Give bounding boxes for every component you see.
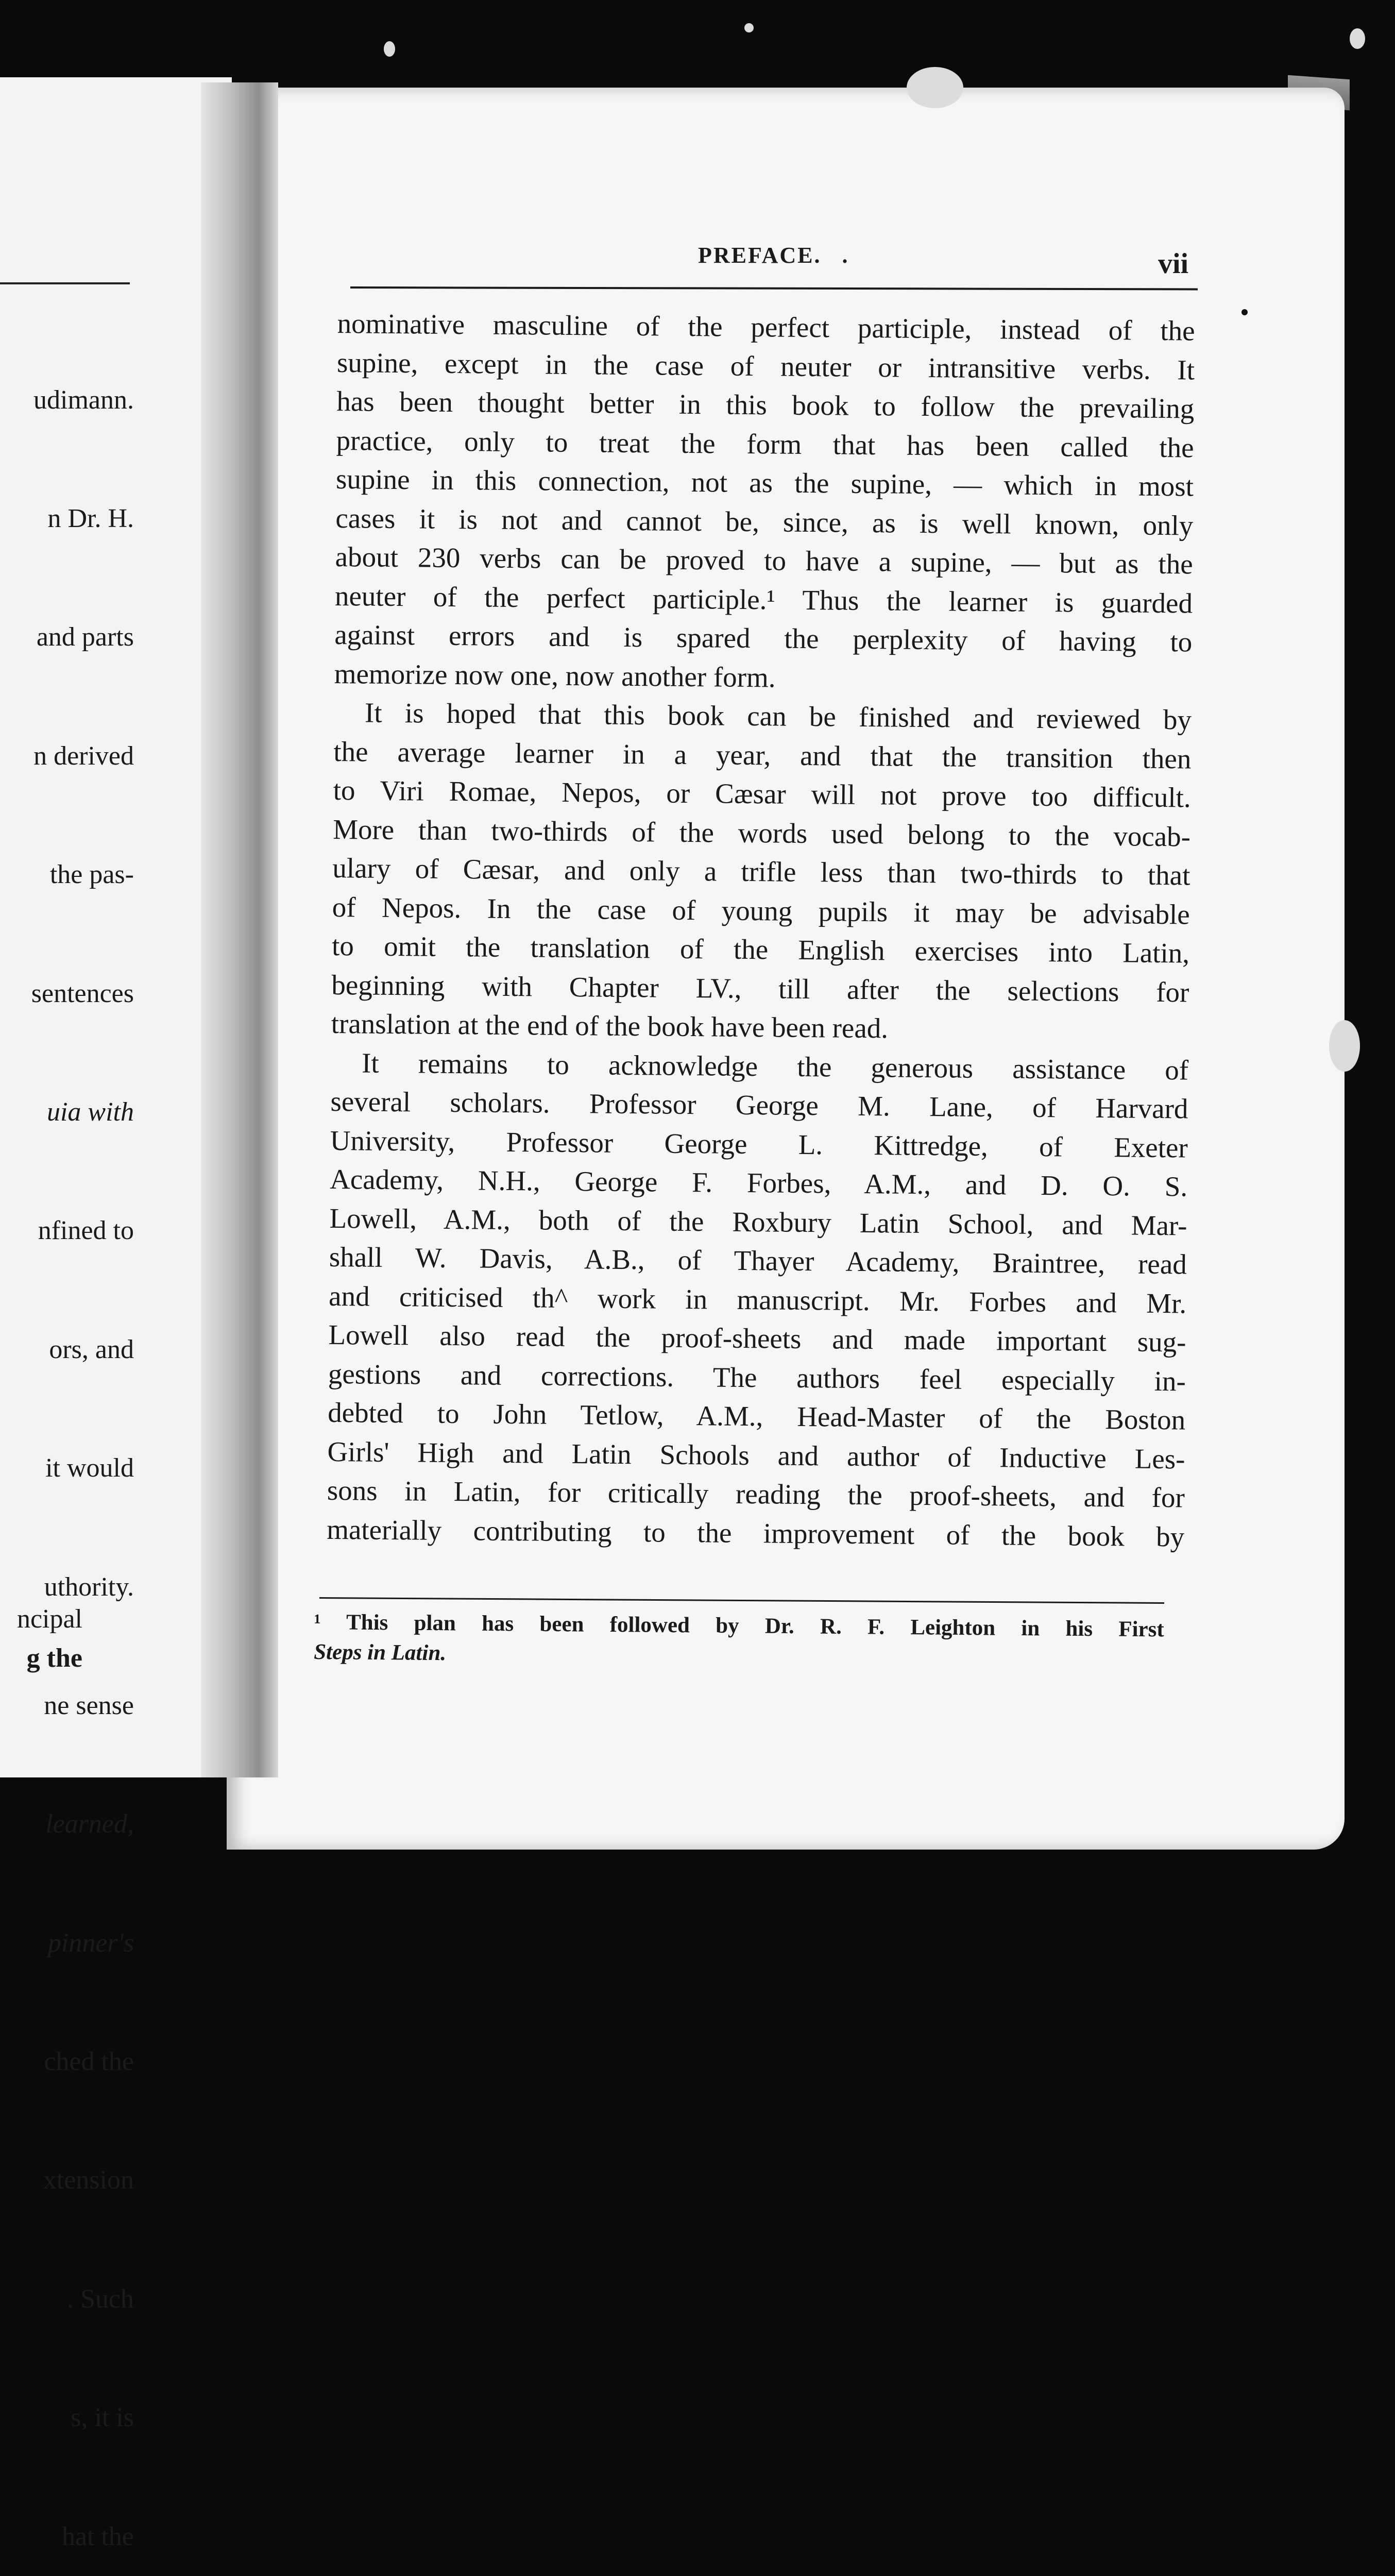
body-line: memorize now one, now another form. xyxy=(334,657,776,693)
body-line: More than two-thirds of the words used belong to the vocab- xyxy=(332,813,1191,852)
body-line: neuter of the perfect participle.¹ Thus the learner is guarded xyxy=(334,580,1193,619)
running-head-title: PREFACE. xyxy=(698,243,822,268)
left-line: uia with xyxy=(46,1097,134,1127)
body-line: It is hoped that this book can be finished and reviewed by xyxy=(364,697,1192,736)
body-line: to omit the translation of the English exercises into Latin, xyxy=(331,929,1190,969)
body-line: materially contributing to the improvement of the book by xyxy=(326,1513,1185,1552)
body-line: cases it is not and cannot be, since, as is well known, only xyxy=(335,502,1194,541)
body-line: Girls' High and Latin Schools and author of Inductive Les- xyxy=(327,1435,1185,1475)
running-head xyxy=(698,242,849,268)
left-line: ors, and xyxy=(49,1334,134,1364)
running-head-dot: . xyxy=(842,243,849,268)
body-line: to Viri Romae, Nepos, or Cæsar will not prove too difficult. xyxy=(333,774,1191,814)
body-line: Academy, N.H., George F. Forbes, A.M., and D. O. S. xyxy=(329,1163,1188,1202)
left-page-text xyxy=(0,301,134,2576)
body-line: gestions and corrections. The authors feel especially in- xyxy=(328,1358,1186,1397)
body-line: and criticised th^ work in manuscript. Mr. Forbes and Mr. xyxy=(328,1280,1187,1319)
body-line: nominative masculine of the perfect participle, instead of the xyxy=(337,307,1195,347)
book-gutter xyxy=(201,82,278,1777)
left-line: pinner's xyxy=(47,1928,134,1958)
body-line: translation at the end of the book have been read. xyxy=(331,1007,889,1044)
body-line: Lowell, A.M., both of the Roxbury Latin School, and Mar- xyxy=(329,1202,1187,1241)
left-line: uthority. xyxy=(44,1572,134,1602)
left-line: ncipal xyxy=(16,1604,82,1634)
left-line: and parts xyxy=(36,622,134,652)
body-line: shall W. Davis, A.B., of Thayer Academy, Braintree, read xyxy=(329,1241,1187,1280)
body-line: against errors and is spared the perplexity of having to xyxy=(334,618,1193,658)
body-line: It remains to acknowledge the generous assistance of xyxy=(361,1046,1189,1086)
body-line: sons in Latin, for critically reading the proof-sheets, and for xyxy=(327,1474,1185,1514)
left-line: . Such xyxy=(67,2284,134,2314)
left-line: hat the xyxy=(61,2521,134,2551)
body-line: several scholars. Professor George M. Lane, of Harvard xyxy=(330,1085,1188,1125)
left-line: ched the xyxy=(44,2047,134,2077)
body-line: ulary of Cæsar, and only a trifle less than two-thirds to that xyxy=(332,852,1190,891)
preface-body xyxy=(327,304,1195,1556)
left-line: nfined to xyxy=(38,1216,134,1246)
left-page-bottom-text xyxy=(0,1600,82,1678)
body-line: University, Professor George L. Kittredge, of Exeter xyxy=(330,1124,1188,1163)
footnote xyxy=(314,1607,1164,1674)
left-line: s, it is xyxy=(71,2403,134,2433)
left-line: the pas- xyxy=(49,860,134,890)
left-line: g the xyxy=(26,1643,82,1673)
body-line: debted to John Tetlow, A.M., Head-Master of the Boston xyxy=(327,1396,1186,1436)
left-line: sentences xyxy=(31,978,134,1008)
body-line: practice, only to treat the form that has been called the xyxy=(336,424,1194,464)
left-line: ne sense xyxy=(44,1690,134,1720)
left-line: it would xyxy=(45,1453,134,1483)
page-number: vii xyxy=(1158,248,1189,280)
footnote-line: Steps in Latin. xyxy=(314,1639,447,1666)
body-line: has been thought better in this book to follow the prevailing xyxy=(336,385,1195,425)
body-line: supine, except in the case of neuter or intransitive verbs. It xyxy=(336,346,1195,386)
body-line: the average learner in a year, and that the transition then xyxy=(333,735,1192,774)
left-line: learned, xyxy=(45,1809,134,1839)
left-line: n derived xyxy=(33,741,134,771)
left-line: n Dr. H. xyxy=(47,503,134,533)
body-line: about 230 verbs can be proved to have a supine, — but as the xyxy=(335,540,1193,580)
footnote-line: ¹ This plan has been followed by Dr. R. F. Leighton in his First xyxy=(314,1609,1164,1642)
body-line: supine in this connection, not as the supine, — which in most xyxy=(335,463,1194,502)
left-line: xtension xyxy=(43,2165,134,2195)
body-line: beginning with Chapter LV., till after the selections for xyxy=(331,969,1189,1008)
left-page-rule xyxy=(0,282,130,284)
body-line: Lowell also read the proof-sheets and made important sug- xyxy=(328,1318,1186,1358)
body-line: of Nepos. In the case of young pupils it may be advisable xyxy=(332,891,1190,930)
left-line: udimann. xyxy=(33,385,134,415)
